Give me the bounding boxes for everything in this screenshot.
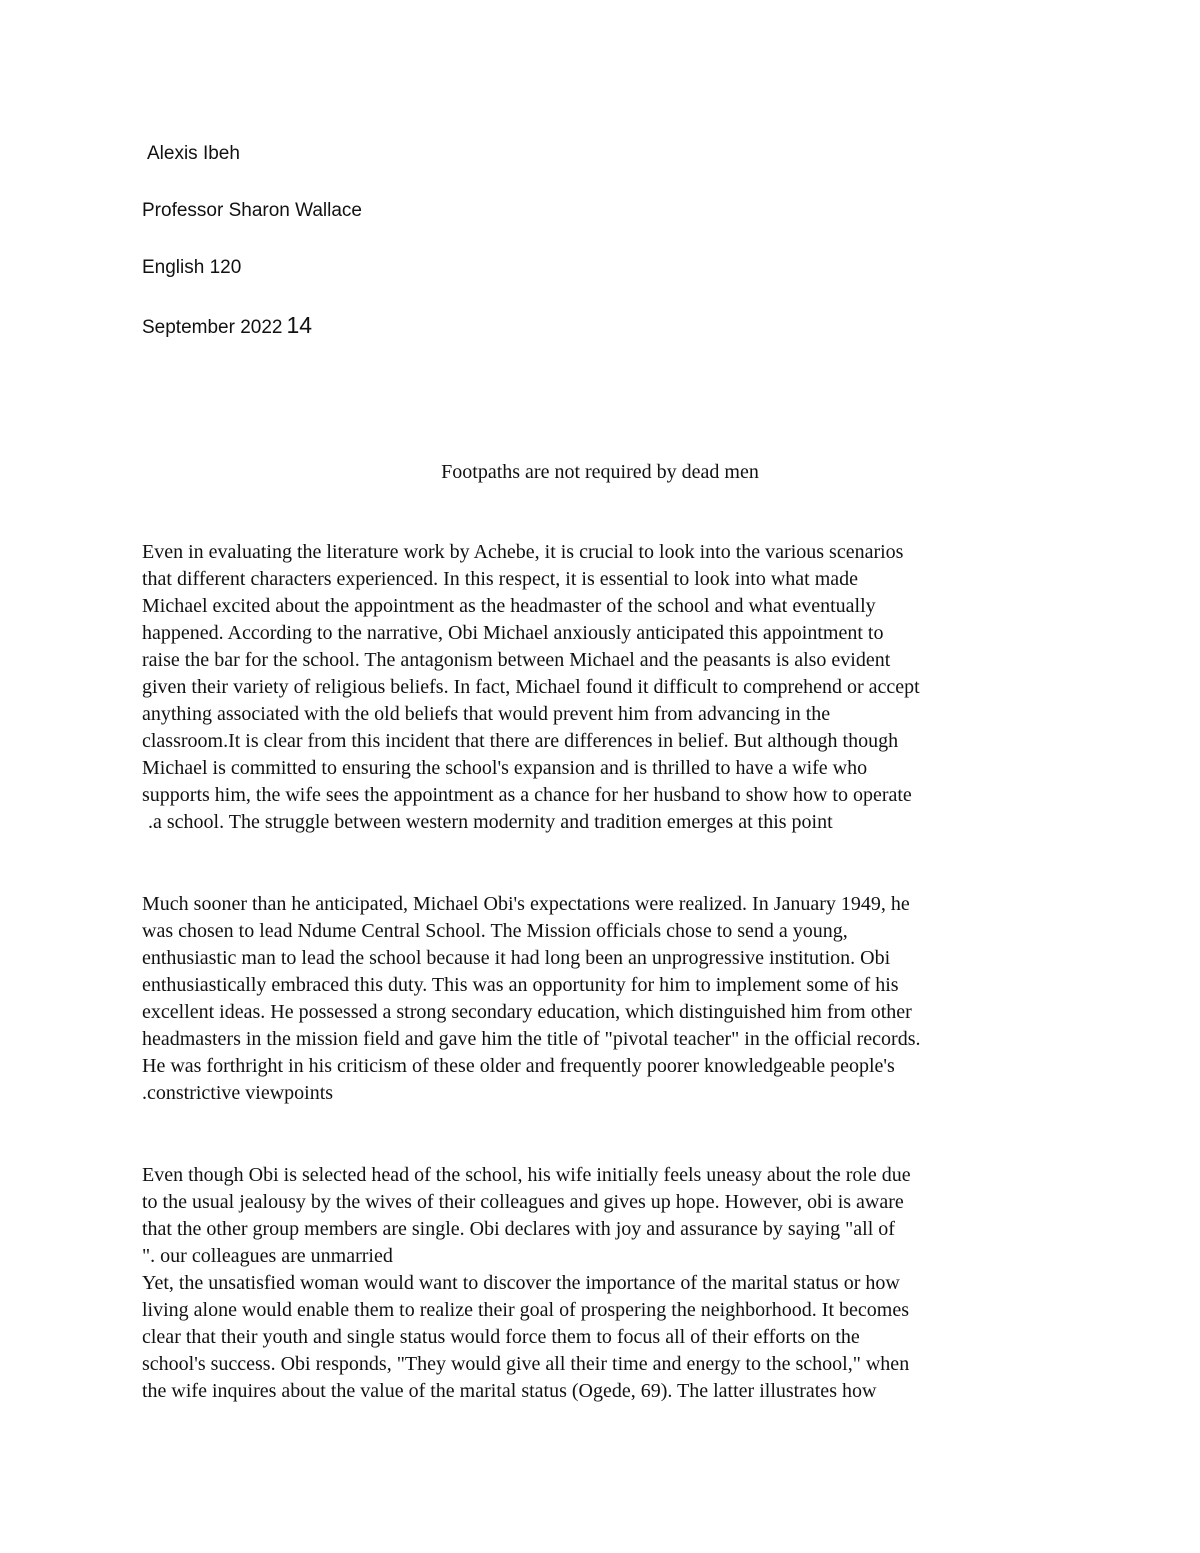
paragraph-line: Much sooner than he anticipated, Michael Obi's expectations were realized. In January 1949, he — [142, 893, 910, 915]
header-block — [142, 142, 362, 370]
date-line — [142, 313, 362, 337]
paragraph-line: enthusiastic man to lead the school because it had long been an unprogressive institution. Obi — [142, 947, 891, 969]
paragraph-line: Michael excited about the appointment as the headmaster of the school and what eventually — [142, 595, 876, 617]
paragraph-line: was chosen to lead Ndume Central School. The Mission officials chose to send a young, — [142, 920, 848, 942]
paragraph-2 — [142, 891, 1082, 1107]
paragraph-line: .constrictive viewpoints — [142, 1082, 334, 1104]
course-name: English 120 — [142, 257, 242, 278]
paragraph-line: headmasters in the mission field and gave him the title of "pivotal teacher" in the official records. — [142, 1028, 921, 1050]
paragraph-line: clear that their youth and single status would force them to focus all of their efforts on the — [142, 1326, 860, 1348]
author-name: Alexis Ibeh — [147, 143, 240, 164]
paragraph-line: Yet, the unsatisfied woman would want to discover the importance of the marital status or how — [142, 1272, 900, 1294]
paragraph-line: supports him, the wife sees the appointment as a chance for her husband to show how to operate — [142, 784, 912, 806]
paragraph-line: living alone would enable them to realize their goal of prospering the neighborhood. It becomes — [142, 1299, 909, 1321]
paragraph-line: happened. According to the narrative, Obi Michael anxiously anticipated this appointment to — [142, 622, 884, 644]
paragraph-line: given their variety of religious beliefs. In fact, Michael found it difficult to comprehend or accept — [142, 676, 920, 698]
paragraph-line: Michael is committed to ensuring the school's expansion and is thrilled to have a wife who — [142, 757, 868, 779]
paragraph-line: ". our colleagues are unmarried — [142, 1245, 393, 1267]
professor-name: Professor Sharon Wallace — [142, 200, 363, 221]
paragraph-line: school's success. Obi responds, "They would give all their time and energy to the school," when — [142, 1353, 910, 1375]
paragraph-line: He was forthright in his criticism of these older and frequently poorer knowledgeable people's — [142, 1055, 895, 1077]
date-day: 14 — [286, 312, 313, 338]
paragraph-line: raise the bar for the school. The antagonism between Michael and the peasants is also evident — [142, 649, 891, 671]
paragraph-line: excellent ideas. He possessed a strong secondary education, which distinguished him from other — [142, 1001, 912, 1023]
essay-title: Footpaths are not required by dead men — [441, 461, 759, 483]
paragraph-line: classroom.It is clear from this incident that there are differences in belief. But although though — [142, 730, 899, 752]
paragraph-3 — [142, 1162, 1082, 1405]
date-text: September 2022 — [142, 317, 283, 338]
paragraph-line: to the usual jealousy by the wives of their colleagues and gives up hope. However, obi is aware — [142, 1191, 904, 1213]
paragraph-line: anything associated with the old beliefs that would prevent him from advancing in the — [142, 703, 831, 725]
paragraph-1 — [142, 539, 1082, 836]
paragraph-line: enthusiastically embraced this duty. This was an opportunity for him to implement some of his — [142, 974, 899, 996]
paragraph-line: Even in evaluating the literature work by Achebe, it is crucial to look into the various scenarios — [142, 541, 904, 563]
paragraph-line: the wife inquires about the value of the marital status (Ogede, 69). The latter illustrates how — [142, 1380, 877, 1402]
paragraph-line: .a school. The struggle between western modernity and tradition emerges at this point — [148, 811, 833, 833]
paragraph-line: that different characters experienced. In this respect, it is essential to look into what made — [142, 568, 859, 590]
paragraph-line: Even though Obi is selected head of the school, his wife initially feels uneasy about the role due — [142, 1164, 911, 1186]
paragraph-line: that the other group members are single. Obi declares with joy and assurance by saying "all of — [142, 1218, 895, 1240]
